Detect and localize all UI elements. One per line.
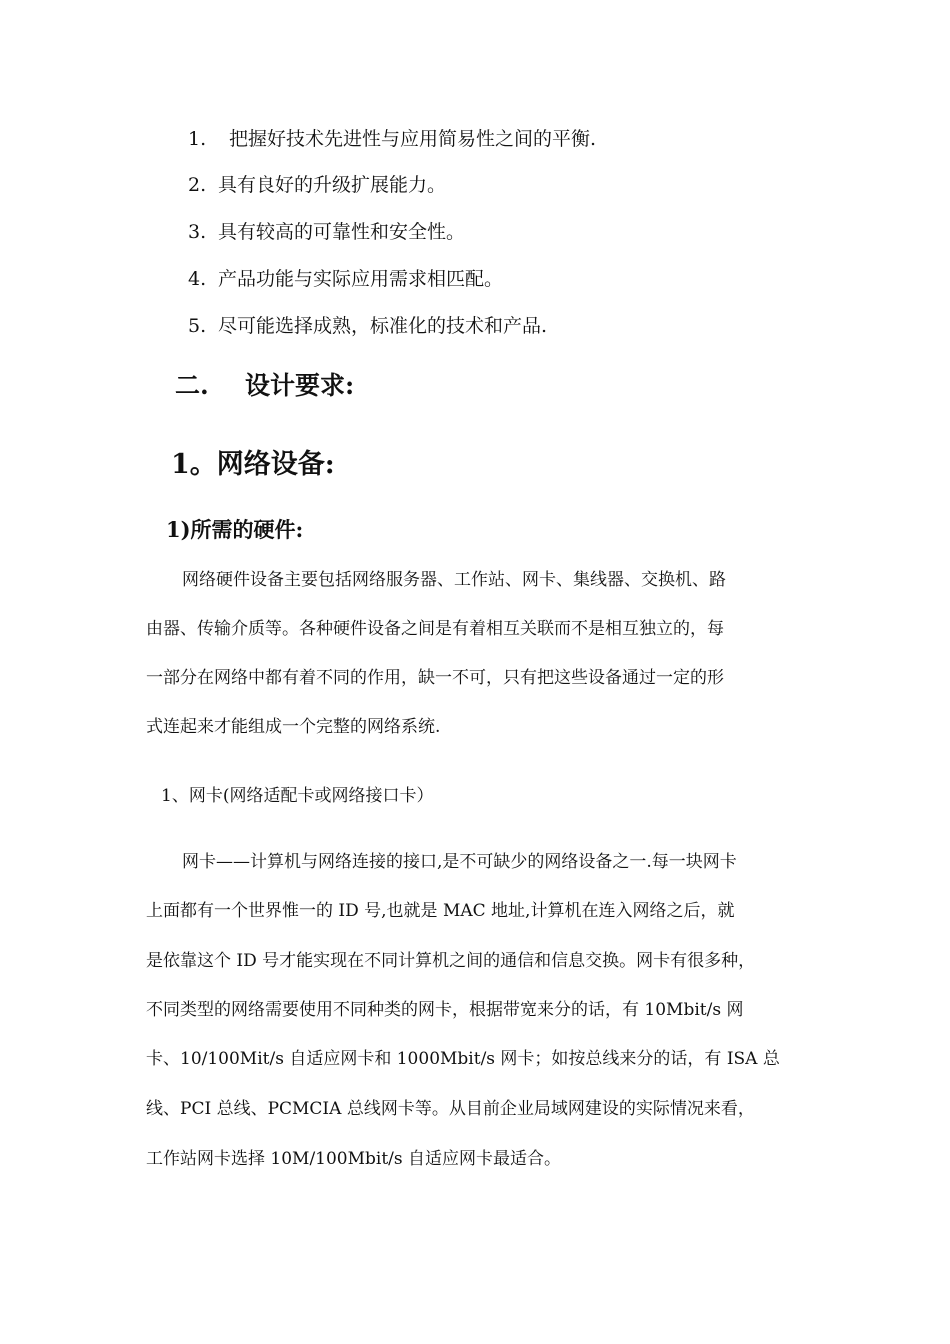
principle-item — [188, 267, 503, 291]
subsubsection-heading: 1)所需的硬件: — [166, 517, 304, 542]
list-number: 1. — [188, 128, 207, 150]
principle-item — [188, 220, 465, 244]
nic-heading: 1、网卡(网络适配卡或网络接口卡） — [161, 786, 434, 806]
section-number: 二. — [175, 371, 209, 400]
subsection-heading: 1。网络设备: — [171, 449, 335, 480]
paragraph-line: 上面都有一个世界惟一的 ID 号,也就是 MAC 地址,计算机在连入网络之后，就 — [146, 901, 735, 921]
paragraph-line: 一部分在网络中都有着不同的作用，缺一不可，只有把这些设备通过一定的形 — [146, 668, 724, 688]
principle-item — [188, 173, 446, 197]
paragraph-line: 卡、10/100Mit/s 自适应网卡和 1000Mbit/s 网卡；如按总线来分的话，有 ISA 总 — [146, 1049, 780, 1069]
principle-item — [188, 314, 547, 338]
paragraph-line: 不同类型的网络需要使用不同种类的网卡，根据带宽来分的话，有 10Mbit/s 网 — [146, 1000, 744, 1020]
list-text: 把握好技术先进性与应用简易性之间的平衡. — [229, 128, 597, 150]
list-number: 5. — [188, 315, 207, 337]
list-text: 具有良好的升级扩展能力。 — [218, 174, 447, 196]
paragraph-line: 工作站网卡选择 10M/100Mbit/s 自适应网卡最适合。 — [146, 1149, 562, 1169]
paragraph-line: 网络硬件设备主要包括网络服务器、工作站、网卡、集线器、交换机、路 — [182, 570, 726, 590]
list-number: 4. — [188, 268, 207, 290]
list-text: 产品功能与实际应用需求相匹配。 — [218, 268, 504, 290]
section-title: 设计要求: — [245, 371, 355, 400]
paragraph-line: 由器、传输介质等。各种硬件设备之间是有着相互关联而不是相互独立的，每 — [146, 619, 724, 639]
list-number: 3. — [188, 221, 207, 243]
principle-item — [188, 127, 596, 151]
list-text: 具有较高的可靠性和安全性。 — [218, 221, 466, 243]
paragraph-line: 网卡——计算机与网络连接的接口,是不可缺少的网络设备之一.每一块网卡 — [182, 852, 737, 872]
paragraph-line: 式连起来才能组成一个完整的网络系统. — [146, 717, 441, 737]
section-heading — [175, 371, 354, 401]
paragraph-line: 线、PCI 总线、PCMCIA 总线网卡等。从目前企业局域网建设的实际情况来看， — [146, 1099, 755, 1119]
list-text: 尽可能选择成熟，标准化的技术和产品. — [218, 315, 548, 337]
list-number: 2. — [188, 174, 207, 196]
paragraph-line: 是依靠这个 ID 号才能实现在不同计算机之间的通信和信息交换。网卡有很多种， — [146, 951, 756, 971]
